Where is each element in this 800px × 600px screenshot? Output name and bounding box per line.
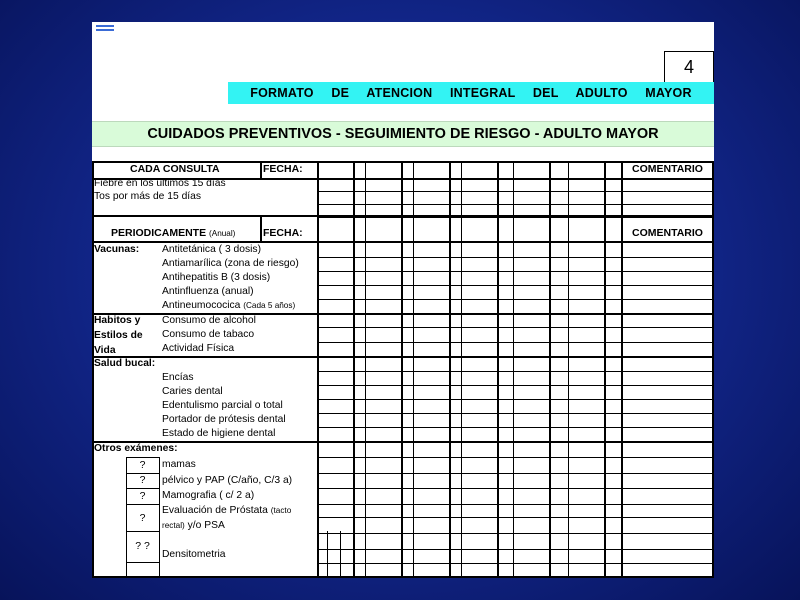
salud-bucal-item: Edentulismo parcial o total	[162, 400, 283, 411]
label-vacunas: Vacunas:	[94, 244, 140, 255]
otros-item: mamas	[162, 459, 196, 470]
salud-bucal-item: Estado de higiene dental	[162, 428, 276, 439]
date-col-line	[401, 161, 403, 576]
habito-item: Consumo de alcohol	[162, 315, 256, 326]
row-line	[317, 399, 714, 400]
row-line	[317, 549, 714, 550]
mark-box-line	[159, 457, 160, 576]
date-col-line	[365, 161, 366, 576]
question-mark-icon: ?	[139, 474, 146, 486]
row-line	[317, 533, 714, 534]
page-number-box: 4	[664, 51, 714, 83]
header-divider	[260, 215, 262, 243]
header-comentario-1: COMENTARIO	[632, 163, 703, 175]
date-col-line	[568, 161, 569, 576]
section-divider	[92, 356, 714, 358]
salud-bucal-item: Encías	[162, 372, 194, 383]
form-grid	[92, 22, 714, 578]
header-periodicamente: PERIODICAMENTE (Anual)	[111, 227, 236, 239]
otros-item: Mamografia ( c/ 2 a)	[162, 490, 255, 501]
row-line	[317, 385, 714, 386]
mark-box-line	[126, 488, 159, 489]
question-mark-icon: ?	[139, 490, 146, 502]
form-sheet	[92, 22, 714, 578]
section-divider	[92, 441, 714, 443]
header-fecha-2: FECHA:	[263, 227, 303, 239]
otros-item: pélvico y PAP (C/año, C/3 a)	[162, 475, 293, 486]
row-line	[317, 342, 714, 343]
row-line	[317, 488, 714, 489]
mark-box-line	[126, 562, 159, 563]
label-salud-bucal: Salud bucal:	[94, 358, 156, 369]
vacuna-item: Antiamarílica (zona de riesgo)	[162, 258, 299, 269]
table-right-border	[712, 161, 714, 578]
row-tos: Tos por más de 15 días	[94, 191, 202, 202]
row-line	[317, 191, 714, 192]
row-line	[317, 285, 714, 286]
vacuna-item: Antineumococica (Cada 5 años)	[162, 300, 296, 311]
date-col-line	[449, 161, 451, 576]
header-comentario-2: COMENTARIO	[632, 227, 703, 239]
otros-item: Evaluación de Próstata (tacto	[162, 505, 292, 516]
otros-item-cont: rectal) y/o PSA	[162, 520, 225, 531]
row-line	[317, 473, 714, 474]
vacuna-item: Antitetánica ( 3 dosis)	[162, 244, 262, 255]
label-habitos: Habitos y	[94, 315, 141, 326]
row-fiebre: Fiebre en los últimos 15 días	[94, 178, 226, 189]
date-col-line	[497, 161, 499, 576]
header-cada-consulta: CADA CONSULTA	[130, 163, 220, 175]
header-fecha-1: FECHA:	[263, 163, 303, 175]
extra-col-line	[340, 531, 341, 576]
date-col-line	[513, 161, 514, 576]
mark-box-line	[126, 504, 159, 505]
habito-item: Actividad Física	[162, 343, 235, 354]
form-title: FORMATO DE ATENCION INTEGRAL DEL ADULTO MAYOR	[228, 82, 714, 104]
section-divider	[92, 313, 714, 315]
date-col-line	[549, 161, 551, 576]
row-line	[317, 413, 714, 414]
row-line	[317, 427, 714, 428]
vacuna-item: Antihepatitis B (3 dosis)	[162, 272, 271, 283]
question-mark-icon: ? ?	[135, 540, 150, 552]
mark-box-line	[126, 457, 127, 576]
label-otros-examenes: Otros exámenes:	[94, 443, 178, 454]
row-line	[317, 271, 714, 272]
section-title: CUIDADOS PREVENTIVOS - SEGUIMIENTO DE RIESGO - ADULTO MAYOR	[92, 121, 714, 147]
mark-box-line	[126, 473, 159, 474]
row-line	[317, 563, 714, 564]
date-col-line	[604, 161, 606, 576]
mark-box-line	[126, 531, 159, 532]
table-left-border	[92, 161, 94, 578]
salud-bucal-item: Caries dental	[162, 386, 223, 397]
row-line	[317, 327, 714, 328]
date-col-line	[413, 161, 414, 576]
salud-bucal-item: Portador de prótesis dental	[162, 414, 286, 425]
date-col-line	[461, 161, 462, 576]
table-bottom-border	[92, 576, 714, 578]
row-line	[317, 257, 714, 258]
row-line	[317, 217, 714, 218]
row-line	[317, 457, 714, 458]
row-line	[317, 371, 714, 372]
otros-item: Densitometria	[162, 549, 226, 560]
row-line	[317, 299, 714, 300]
mark-box-line	[126, 457, 159, 458]
question-mark-icon: ?	[139, 459, 146, 471]
vacuna-item: Antinfluenza (anual)	[162, 286, 254, 297]
row-line	[317, 517, 714, 518]
date-col-line	[353, 161, 355, 576]
habito-item: Consumo de tabaco	[162, 329, 255, 340]
extra-col-line	[327, 531, 328, 576]
row-line	[317, 504, 714, 505]
comentario-divider	[621, 161, 623, 576]
header-divider	[260, 161, 262, 180]
label-habitos: Estilos de	[94, 330, 143, 341]
row-line	[317, 204, 714, 205]
question-mark-icon: ?	[139, 512, 146, 524]
label-habitos: Vida	[94, 345, 116, 356]
date-col-line	[317, 161, 318, 576]
